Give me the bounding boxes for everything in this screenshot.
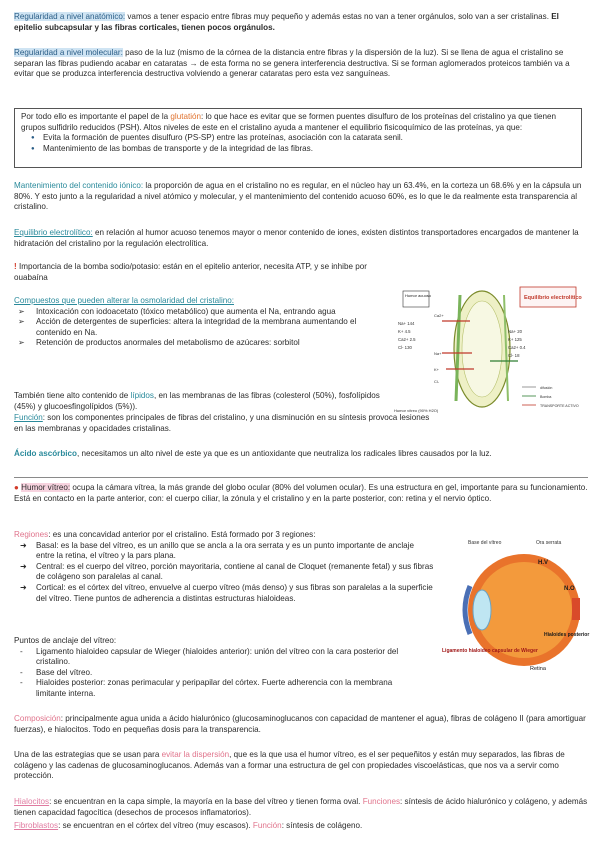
list-item: ● Evita la formación de puentes disulfuro (PS-SP) entre las proteínas, asociación con la catarata senil. <box>21 133 575 144</box>
section-anclaje <box>14 636 414 700</box>
term-regiones: Regiones <box>14 530 49 539</box>
term-molecular: Regularidad a nivel molecular: <box>14 48 123 57</box>
glutation-box: Por todo ello es importante el papel de la glutatión: lo que hace es evitar que se formen puentes disulfuro de los proteínas del cristalino ya que tienen grupos sulfidrilo reducidos (PSH). Altos niveles de este en el cristalino ayuda a mantener el equilibrio fisicoquímico de las proteínas, ya que: ● Evita la formación de puentes disulfuro (PS-SP) entre las proteínas, asociación con la catarata senil. ● Mantenimiento de las bombas de transporte y de la integridad de las fibras. <box>14 108 582 168</box>
svg-text:Cl-: Cl- <box>434 379 440 384</box>
list-item: - Ligamento hialoideo capsular de Wieger (hialoides anterior): unión del vítreo con la cara posterior del cristalino. <box>14 647 414 668</box>
list-item: ➜ Cortical: es el córtex del vítreo, envuelve al cuerpo vítreo (más denso) y sus fibras son paralelas a la superficie del vítreo. Tiene puntos de adherencia a distintas estructuras hialoideas. <box>14 583 434 604</box>
svg-text:K+ 4.5: K+ 4.5 <box>398 329 411 334</box>
list-item: - Hialoides posterior: zonas perimacular y peripapilar del córtex. Fuerte adherencia con la membrana limitante interna. <box>14 678 414 699</box>
term-lipidos: lípidos <box>130 391 154 400</box>
section-osmolaridad <box>14 296 384 349</box>
label-equilibrio: Equilibrio electrolítico <box>524 295 582 301</box>
para-hialocitos: Hialocitos: se encuentran en la capa simple, la mayoría en la base del vítreo y tienen forma oval. Funciones: síntesis de ácido hialurónico y colágeno, y además tienen capacidad fagocítica (desechos de procesos inflamatorios). <box>14 797 588 817</box>
term-composicion: Composición <box>14 714 61 723</box>
svg-text:K+ 125: K+ 125 <box>508 337 522 342</box>
para-composicion: Composición: principalmente agua unida a ácido hialurónico (glucosaminoglucanos con capacidad de mantener el agua), fibras de colágeno II (para amortiguar fuerzas), e hialocitos. Todo en pequeñas dosis para la transparencia. <box>14 714 586 734</box>
para-lipidos-funcion: Función: son los componentes principales de fibras del cristalino, y una disminución en su síntesis provoca lesiones en las membranas y opacidades cristalinas. <box>14 413 430 433</box>
heading-anclaje: Puntos de anclaje del vítreo: <box>14 636 117 645</box>
para-humor-vitreo: ● Humor vítreo: ocupa la cámara vítrea, la más grande del globo ocular (80% del volumen ocular). Es una estructura en gel, importante para su funcionamiento. Está en contacto en la parte anterior, con: el cuerpo ciliar, la zónula y el cristalino y en la parte posterior, con: retina y el nervio óptico. <box>14 483 588 503</box>
para-lipidos: También tiene alto contenido de lípidos, en las membranas de las fibras (colesterol (50%), fosfolípidos (45%) y glucoesfingolípidos (5%)). <box>14 391 380 411</box>
svg-text:Cl- 130: Cl- 130 <box>398 345 412 350</box>
term-anatomico: Regularidad a nivel anatómico: <box>14 12 126 21</box>
svg-text:Na+: Na+ <box>434 351 442 356</box>
svg-text:Ca2+ 2.5: Ca2+ 2.5 <box>398 337 416 342</box>
para-evitar-dispersion: Una de las estrategias que se usan para evitar la dispersión, que es la que usa el humor vítreo, es el ser pequeñitos y están muy separados, las fibras de colágeno y las cadenas de glucosaminoglucanos. Además van a formar una estructura de gel con propiedades viscoelásticas, que nos va a servir como protección. <box>14 750 565 781</box>
heading-osmolaridad: Compuestos que pueden alterar la osmolaridad del cristalino: <box>14 296 235 305</box>
label-no: N.O <box>564 586 575 592</box>
svg-text:Ca2+ 0.4: Ca2+ 0.4 <box>508 345 526 350</box>
bullet-icon: ● <box>14 483 19 492</box>
term-funcion: Función <box>14 413 43 422</box>
list-item: ➜ Basal: es la base del vítreo, es un anillo que se ancla a la ora serrata y es un punto importante de anclaje entre la retina, el vítreo y la pars plana. <box>14 541 434 562</box>
label-ora-serrata: Ora serrata <box>536 540 562 546</box>
label-humor-acuoso: Humor acuoso <box>405 293 432 298</box>
svg-text:Bomba: Bomba <box>540 395 552 399</box>
list-item: ➢ Acción de detergentes de superficies: altera la integridad de la membrana aumentando el contenido en Na. <box>14 317 384 338</box>
para-contenido-ionico: Mantenimiento del contenido iónico: la proporción de agua en el cristalino no es regular, en el núcleo hay un 63.4%, en la corteza un 68.6% y en la cápsula un 80%. Y esto junto a la regularidad a nivel atómico y molecular, y el mantenimiento del contenido acuoso 60%, es lo que le da realmente esta transparencia al cristalino. <box>14 181 582 212</box>
list-item: ➜ Central: es el cuerpo del vítreo, porción mayoritaria, contiene al canal de Cloquet (remanente fetal) y sus fibras de colágeno son paralelas al canal. <box>14 562 434 583</box>
para-equilibrio-electrolitico: Equilibrio electrolítico: en relación al humor acuoso tenemos mayor o menor contenido de iones, existen distintos transportadores encargados de mantener la hidratación del cristalino por la regulación electrolítica. <box>14 228 579 248</box>
label-wieger: Ligamento hialoideo capsular de Wieger <box>442 648 538 654</box>
list-item: ➢ Intoxicación con iodoacetato (tóxico metabólico) que aumenta el Na, entrando agua <box>14 307 384 318</box>
para-regularidad-anatomica: Regularidad a nivel anatómico: vamos a tener espacio entre fibras muy pequeño y además estas no van a tener orgánulos, solo van a ser cristalinas. El epitelio subcapsular y las fibras corticales, tienen pocos orgánulos. <box>14 12 559 32</box>
svg-text:Na+ 20: Na+ 20 <box>508 329 522 334</box>
term-funciones: Funciones <box>362 797 401 806</box>
section-regiones: Regiones: es una concavidad anterior por el cristalino. Está formado por 3 regiones: ➜ Basal: es la base del vítreo, es un anillo que se ancla a la ora serrata y es un punto importante de anclaje entre la retina, el vítreo y la pars plana. ➜ Central: es el cuerpo del vítreo, porción mayoritaria, contiene al canal de Cloquet (remanente fetal) y sus fibras de colágeno son paralelas al canal. ➜ Cortical: es el córtex del vítreo, envuelve al cuerpo vítreo (más denso) y sus fibras son paralelas a la superficie del vítreo. Tiene puntos de adherencia a distintas estructuras hialoideas. <box>14 530 434 604</box>
term-ionico: Mantenimiento del contenido iónico: <box>14 181 144 190</box>
electrolyte-balance-figure <box>390 283 582 415</box>
list-item: ● Mantenimiento de las bombas de transporte y de la integridad de las fibras. <box>21 144 575 155</box>
list-item: ➢ Retención de productos anormales del metabolismo de azúcares: sorbitol <box>14 338 384 349</box>
vitreous-anatomy-figure <box>440 534 590 684</box>
list-item: - Base del vítreo. <box>14 668 414 679</box>
para-regularidad-molecular: Regularidad a nivel molecular: paso de la luz (mismo de la córnea de la distancia entre fibras y la dispersión de la luz). Si se llena de agua el cristalino se separan las fibras pudiendo acabar en cataratas → de esta forma no se genera interferencia destructiva. Si se forman aglomerados proteicos también va a evitar que se produzca interferencia destructiva volviendo a generar cataratas pero esta vez sanguíneas. <box>14 48 570 79</box>
term-hialocitos: Hialocitos <box>14 797 50 806</box>
svg-text:difusión: difusión <box>540 386 553 390</box>
para-fibroblastos: Fibroblastos: se encuentran en el córtex del vítreo (muy escasos). Función: síntesis de colágeno. <box>14 821 363 830</box>
svg-text:Ca2+: Ca2+ <box>434 313 444 318</box>
term-electrolitico: Equilibrio electrolítico: <box>14 228 93 237</box>
warning-mark: ! <box>14 262 17 271</box>
label-hialoides: Hialoides posterior <box>544 632 590 638</box>
label-humor-vitreo: Humor vítreo (90% H2O) <box>394 408 439 413</box>
term-glutation: glutatión <box>170 112 201 121</box>
svg-text:TRANSPORTE ACTIVO: TRANSPORTE ACTIVO <box>540 404 579 408</box>
term-funcion-fibroblastos: Función <box>252 821 282 830</box>
section-divider <box>14 477 588 478</box>
term-fibroblastos: Fibroblastos <box>14 821 59 830</box>
para-bomba-sodio: ! Importancia de la bomba sodio/potasio: están en el epitelio anterior, necesita ATP, y se inhibe por ouabaína <box>14 262 367 282</box>
label-base: Base del vítreo <box>468 540 502 546</box>
term-evitar-dispersion: evitar la dispersión <box>161 750 230 759</box>
para-acido-ascorbico: Ácido ascórbico, necesitamos un alto nivel de este ya que es un antioxidante que neutraliza los radicales libres causados por la luz. <box>14 449 492 458</box>
label-hv: H.V <box>538 560 549 566</box>
term-acido-ascorbico: Ácido ascórbico <box>14 449 77 458</box>
svg-text:K+: K+ <box>434 367 440 372</box>
label-retina: Retina <box>530 666 546 672</box>
term-humor-vitreo: Humor vítreo: <box>21 483 71 492</box>
glutation-list <box>21 133 575 154</box>
svg-text:Cl- 18: Cl- 18 <box>508 353 520 358</box>
svg-text:Na+ 144: Na+ 144 <box>398 321 415 326</box>
